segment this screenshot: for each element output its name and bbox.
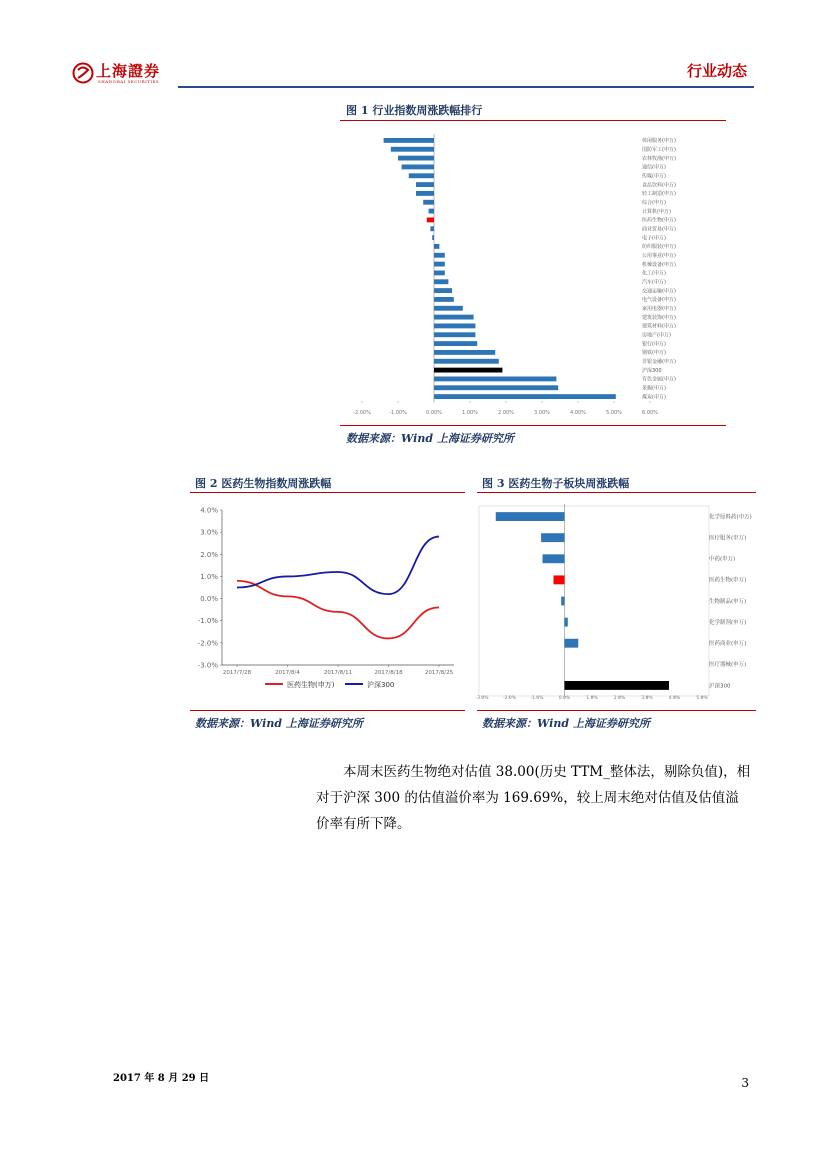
bar	[434, 270, 445, 275]
category-label: 医疗服务(申万)	[709, 535, 747, 542]
bar	[384, 138, 434, 143]
x-tick-label: 3.00%	[534, 410, 550, 416]
bar	[434, 288, 452, 293]
fig2-source: 数据来源：Wind 上海证券研究所	[195, 717, 363, 730]
x-tick-label: 2017/8/25	[424, 670, 454, 676]
bar	[565, 618, 568, 627]
bar	[429, 209, 434, 214]
x-tick-label: -2.0%	[502, 696, 517, 701]
category-label: 电子(申万)	[642, 235, 666, 242]
category-label: 建筑材料(申万)	[642, 323, 676, 330]
category-label: 沪深300	[709, 683, 731, 690]
bar	[434, 332, 475, 337]
y-tick-label: 2.0%	[200, 550, 218, 559]
bar	[434, 253, 445, 258]
bar	[432, 235, 434, 240]
bar	[434, 244, 439, 249]
x-tick-label: 2017/8/11	[323, 670, 353, 676]
category-label: 食品饮料(申万)	[642, 182, 676, 189]
category-label: 纺织服装(申万)	[642, 244, 676, 251]
category-label: 化学制剂(申万)	[709, 619, 747, 626]
category-label: 钢铁(申万)	[642, 350, 666, 357]
x-tick-label: 1.0%	[586, 696, 598, 701]
category-label: 医药生物(申万)	[709, 577, 747, 584]
logo-icon	[72, 62, 94, 84]
x-tick-label: 4.0%	[668, 696, 681, 701]
category-label: 建筑装饰(申万)	[642, 314, 676, 321]
x-tick-label: 5.00%	[606, 410, 622, 416]
fig1-title: 图 1 行业指数周涨跌幅排行	[346, 104, 483, 117]
x-tick-label: -2.00%	[353, 410, 371, 416]
bar	[554, 575, 565, 584]
x-tick-label: 2017/8/4	[275, 670, 300, 676]
brand-subtitle: SHANGHAI SECURITIES	[98, 79, 160, 84]
bar	[561, 597, 564, 606]
legend-label: 沪深300	[367, 681, 395, 689]
category-label: 综合(申万)	[642, 199, 666, 206]
fig1-chart	[340, 130, 726, 418]
category-label: 沪深300	[642, 367, 662, 374]
bar	[427, 217, 434, 222]
y-tick-label: -2.0%	[197, 639, 218, 648]
fig2-bottom-rule	[190, 710, 465, 711]
plot-border	[479, 506, 709, 696]
fig1-bottom-rule	[340, 425, 726, 426]
bar	[434, 359, 499, 364]
y-tick-label: 0.0%	[200, 595, 218, 604]
x-tick-label: -1.0%	[530, 696, 544, 701]
category-label: 生物制品(申万)	[709, 598, 747, 605]
series-line	[237, 537, 439, 595]
category-label: 家用电器(申万)	[642, 305, 676, 312]
category-label: 通信(申万)	[642, 164, 666, 171]
x-tick-label: -3.0%	[475, 696, 489, 701]
bar	[416, 182, 434, 187]
x-tick-label: 2017/8/18	[374, 670, 403, 676]
x-tick-label: 1.00%	[462, 410, 478, 416]
fig1-top-rule	[340, 120, 726, 121]
category-label: 化工(申万)	[642, 270, 666, 277]
bar	[402, 164, 434, 169]
bar	[391, 147, 434, 152]
fig3-title: 图 3 医药生物子板块周涨跌幅	[482, 477, 630, 490]
x-tick-label: 2017/7/28	[222, 670, 252, 676]
page-number: 3	[741, 1076, 749, 1090]
x-tick-label: 0.0%	[558, 696, 571, 701]
bar	[434, 297, 454, 302]
series-line	[237, 581, 439, 639]
x-tick-label: 2.0%	[613, 696, 626, 701]
x-tick-label: 2.00%	[498, 410, 514, 416]
y-tick-label: 3.0%	[200, 528, 218, 537]
bar	[398, 156, 434, 161]
bar	[434, 385, 558, 390]
fig3-top-rule	[477, 492, 756, 493]
category-label: 公用事业(申万)	[642, 252, 676, 259]
category-label: 化学原料药(申万)	[709, 514, 752, 521]
bar	[496, 512, 565, 521]
category-label: 煤炭(申万)	[642, 394, 666, 401]
fig3-source: 数据来源：Wind 上海证券研究所	[482, 717, 650, 730]
bar	[434, 394, 616, 399]
bar	[434, 341, 477, 346]
bar	[434, 315, 474, 320]
header-divider	[178, 86, 754, 88]
valuation-paragraph: 本周末医药生物绝对估值 38.00(历史 TTM_整体法，剔除负值)，相对于沪深 300 的估值溢价率为 169.69%，较上周末绝对估值及估值溢价率有所下降。	[316, 764, 751, 832]
bar	[434, 350, 495, 355]
x-tick-label: 3.0%	[641, 696, 653, 701]
category-label: 医疗器械(申万)	[709, 662, 747, 669]
y-tick-label: -3.0%	[197, 661, 218, 670]
fig2-title: 图 2 医药生物指数周涨跌幅	[195, 477, 332, 490]
bar	[423, 200, 434, 205]
x-tick-label: -1.00%	[389, 410, 407, 416]
bar	[430, 226, 434, 231]
bar	[565, 639, 579, 648]
category-label: 采掘(申万)	[642, 385, 666, 392]
category-label: 有色金属(申万)	[642, 376, 676, 383]
category-label: 汽车(申万)	[642, 279, 666, 286]
category-label: 休闲服务(申万)	[642, 138, 676, 145]
category-label: 非银金融(申万)	[642, 358, 676, 365]
category-label: 国防军工(申万)	[642, 146, 676, 153]
category-label: 房地产(申万)	[642, 332, 671, 339]
category-label: 电气设备(申万)	[642, 297, 676, 304]
category-label: 交通运输(申万)	[642, 288, 676, 295]
fig3-chart	[477, 500, 756, 705]
bar	[434, 262, 445, 267]
bar	[409, 173, 434, 178]
fig2-top-rule	[190, 492, 465, 493]
bar	[416, 191, 434, 196]
x-tick-label: 6.00%	[642, 410, 658, 416]
x-tick-label: 0.00%	[426, 410, 442, 416]
bar	[565, 681, 670, 690]
category-label: 轻工制造(申万)	[642, 191, 676, 198]
legend-label: 医药生物(申万)	[287, 681, 335, 689]
bar	[541, 533, 564, 542]
bar	[543, 554, 565, 563]
bar	[434, 306, 463, 311]
report-type-title: 行业动态	[686, 62, 747, 80]
y-tick-label: -1.0%	[197, 617, 218, 626]
x-tick-label: 5.0%	[696, 696, 708, 701]
fig1-source: 数据来源：Wind 上海证券研究所	[346, 432, 514, 445]
category-label: 农林牧渔(申万)	[642, 155, 676, 162]
y-tick-label: 4.0%	[200, 506, 218, 515]
bar	[434, 368, 502, 373]
bar	[434, 323, 475, 328]
fig3-bottom-rule	[477, 710, 756, 711]
bar	[434, 279, 448, 284]
report-date: 2017 年 8 月 29 日	[113, 1073, 210, 1084]
category-label: 银行(申万)	[642, 341, 666, 348]
category-label: 计算机(申万)	[642, 208, 671, 215]
bar	[434, 376, 556, 381]
brand-name: 上海證券	[96, 62, 161, 80]
category-label: 传媒(申万)	[642, 173, 666, 180]
category-label: 中药(申万)	[709, 556, 736, 563]
category-label: 医药生物(申万)	[642, 217, 676, 224]
category-label: 机械设备(申万)	[642, 261, 676, 268]
category-label: 医药商业(申万)	[709, 641, 747, 648]
x-tick-label: 4.00%	[570, 410, 586, 416]
fig2-chart	[190, 500, 465, 705]
y-tick-label: 1.0%	[200, 572, 218, 581]
category-label: 商业贸易(申万)	[642, 226, 676, 233]
